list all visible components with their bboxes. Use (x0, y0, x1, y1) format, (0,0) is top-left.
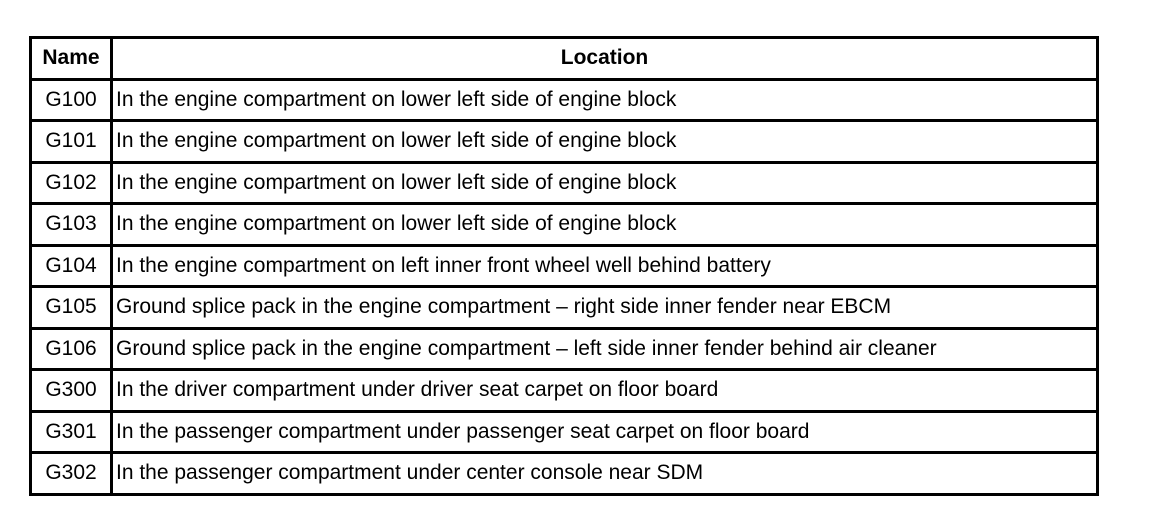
ground-name-cell: G106 (32, 330, 113, 372)
ground-location-cell: In the engine compartment on lower left side of engine block (113, 81, 1096, 123)
table-row (32, 122, 1096, 164)
table-row (32, 81, 1096, 123)
ground-name-cell: G101 (32, 122, 113, 164)
ground-name-cell: G104 (32, 247, 113, 289)
table-row (32, 371, 1096, 413)
ground-location-cell: In the passenger compartment under center console near SDM (116, 461, 704, 485)
ground-location-cell: Ground splice pack in the engine compartment – right side inner fender near EBCM (113, 288, 1096, 330)
ground-location-cell: In the engine compartment on lower left side of engine block (113, 205, 1096, 247)
table-row (32, 413, 1096, 455)
table-row (32, 164, 1096, 206)
ground-location-cell: In the engine compartment on left inner front wheel well behind battery (113, 247, 1096, 289)
ground-name-cell: G105 (32, 288, 113, 330)
ground-location-cell: In the driver compartment under driver seat carpet on floor board (113, 371, 1096, 413)
location-column-header: Location (113, 39, 1096, 81)
ground-location-table (29, 36, 1099, 496)
table-row (32, 288, 1096, 330)
ground-location-cell: Ground splice pack in the engine compartment – left side inner fender behind air cleaner (113, 330, 1096, 372)
table-body (32, 81, 1096, 493)
ground-name-cell: G301 (32, 413, 113, 455)
table-row (32, 454, 1096, 493)
ground-location-cell: In the engine compartment on lower left side of engine block (113, 164, 1096, 206)
ground-name-cell: G302 (32, 454, 113, 493)
ground-name-cell: G102 (32, 164, 113, 206)
table-row (32, 205, 1096, 247)
ground-location-cell: In the engine compartment on lower left side of engine block (113, 122, 1096, 164)
table-row (32, 330, 1096, 372)
table-row (32, 247, 1096, 289)
ground-name-cell: G100 (32, 81, 113, 123)
ground-location-cell: In the passenger compartment under passenger seat carpet on floor board (113, 413, 1096, 455)
ground-location-table-container (29, 36, 1099, 496)
name-column-header: Name (32, 39, 113, 81)
ground-name-cell: G300 (32, 371, 113, 413)
ground-name-cell: G103 (32, 205, 113, 247)
table-header-row (32, 39, 1096, 81)
